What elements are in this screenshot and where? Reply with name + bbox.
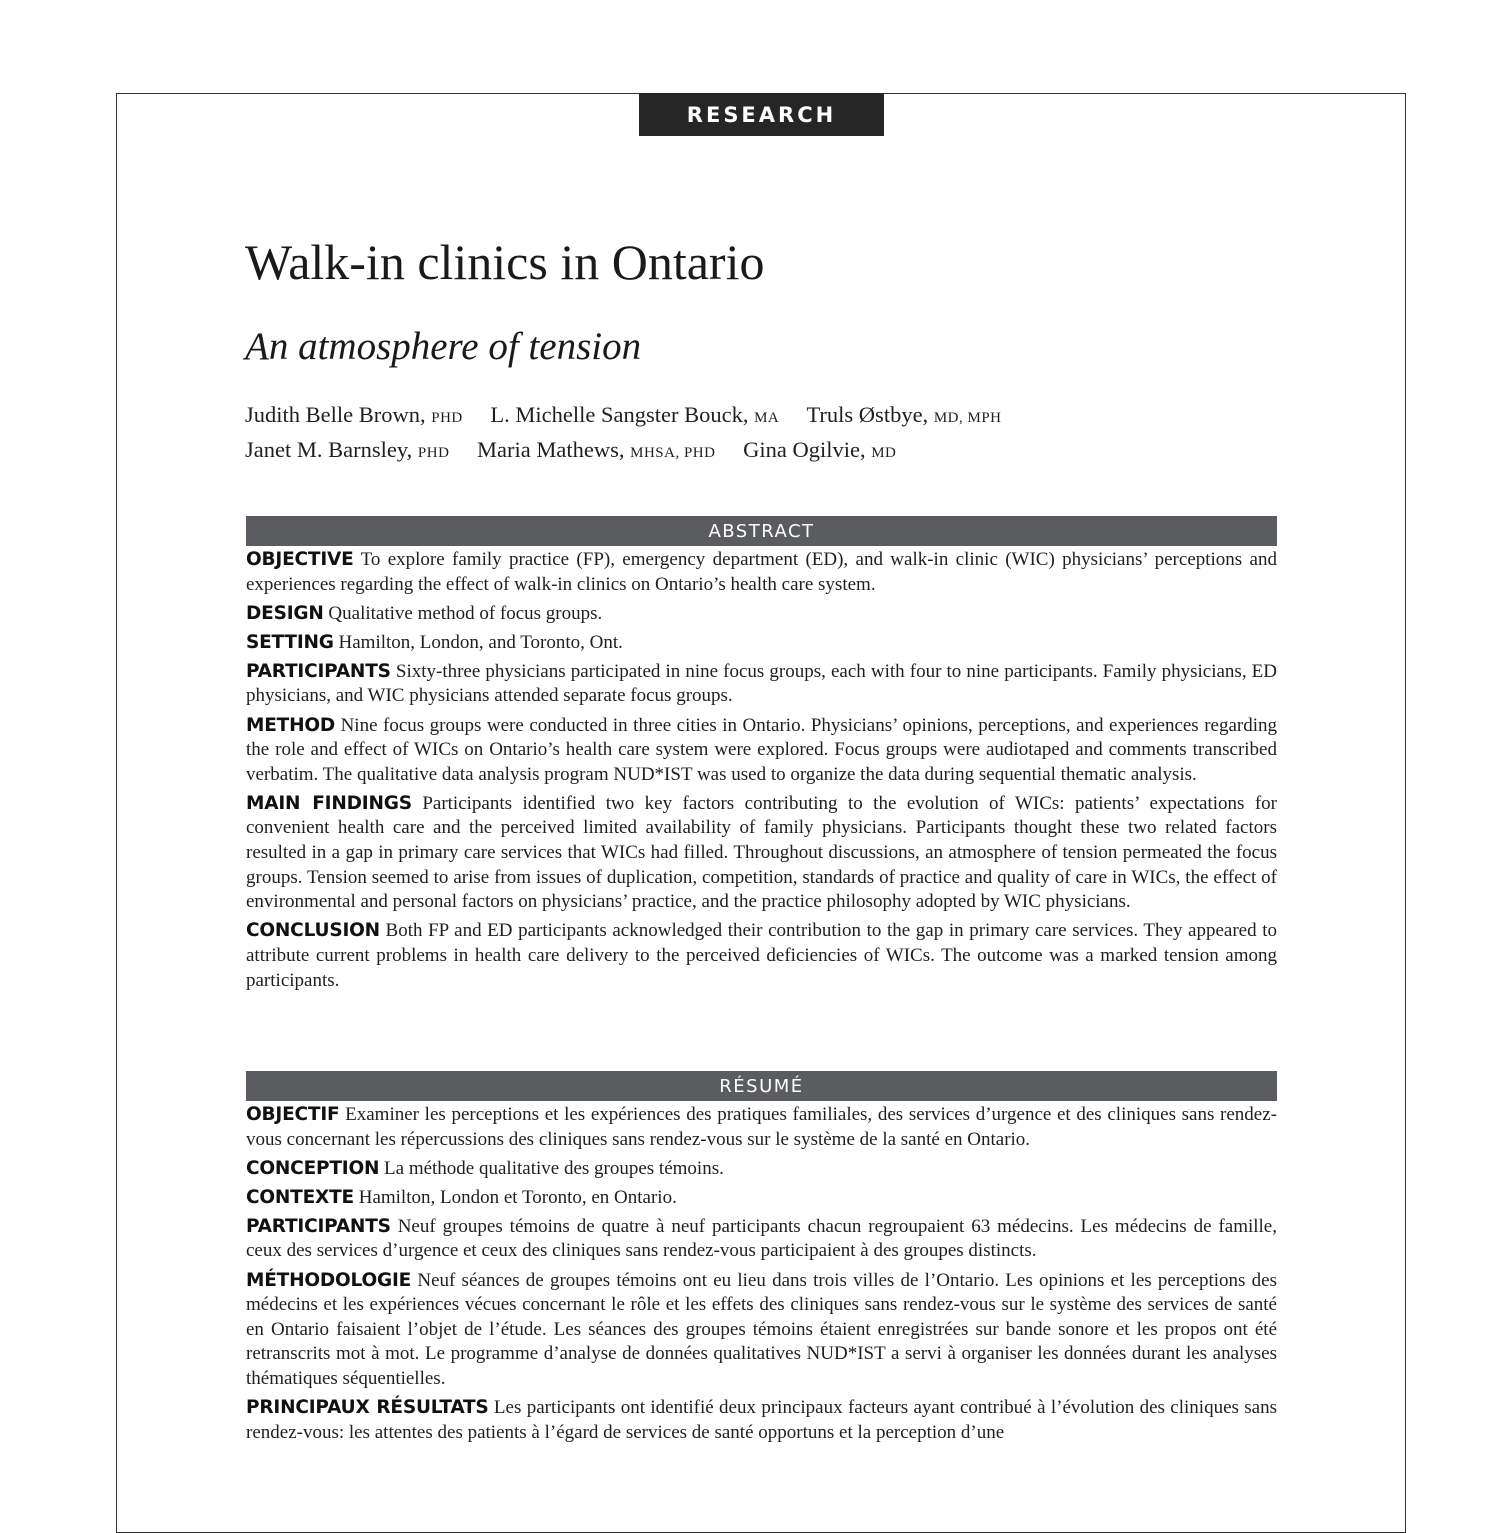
section-label: PARTICIPANTS [246, 1215, 391, 1237]
author [806, 402, 1001, 427]
resume-contexte [246, 1186, 1277, 1211]
abstract-main-findings [246, 792, 1277, 915]
resume-methodologie [246, 1269, 1277, 1392]
section-text: La méthode qualitative des groupes témoins. [384, 1157, 724, 1179]
section-label: METHOD [246, 714, 336, 736]
author [245, 402, 463, 427]
section-text: Neuf groupes témoins de quatre à neuf participants chacun regroupaient 63 médecins. Les médecins de famille, ceux des services d’urgence et ceux des cliniques sans rendez-vous participaient à des groupes distincts. [246, 1215, 1277, 1262]
author [490, 402, 779, 427]
author-name: Maria Mathews, [477, 437, 625, 462]
abstract-setting [246, 631, 1277, 656]
section-text: Both FP and ED participants acknowledged their contribution to the gap in primary care services. They appeared to attribute current problems in health care delivery to the perceived deficiencies of WICs. The outcome was a marked tension among participants. [246, 920, 1278, 991]
author-list [245, 399, 1285, 469]
author-degree: MHSA, PHD [630, 445, 716, 461]
author-degree: MD, MPH [933, 410, 1002, 426]
author-name: Janet M. Barnsley, [245, 437, 413, 462]
abstract-design [246, 602, 1277, 627]
author-name: Gina Ogilvie, [743, 437, 866, 462]
author-degree: PHD [431, 410, 463, 426]
section-text: Les participants ont identifié deux principaux facteurs ayant contribué à l’évolution des cliniques sans rendez-vous: les attentes des patients à l’égard de services de santé opportuns et la perception d’une [246, 1397, 1277, 1443]
article-subtitle: An atmosphere of tension [245, 325, 642, 368]
resume-section [246, 1071, 1277, 1500]
section-label: PRINCIPAUX RÉSULTATS [246, 1397, 489, 1419]
section-label: MAIN FINDINGS [246, 792, 412, 814]
abstract-participants [246, 660, 1277, 709]
section-text: Hamilton, London et Toronto, en Ontario. [358, 1186, 677, 1208]
author-name: Truls Østbye, [806, 402, 929, 427]
section-text: To explore family practice (FP), emergency department (ED), and walk-in clinic (WIC) physicians’ perceptions and experiences regarding the effect of walk-in clinics on Ontario’s health care system. [246, 549, 1277, 595]
resume-objectif [246, 1103, 1277, 1152]
section-banner: RESEARCH [639, 93, 884, 136]
section-text: Sixty-three physicians participated in nine focus groups, each with four to nine participants. Family physicians, ED physicians, and WIC physicians attended separate focus groups. [246, 660, 1278, 707]
author [477, 437, 715, 462]
author-degree: MA [754, 410, 780, 426]
author-row [245, 434, 1285, 469]
resume-participants [246, 1215, 1277, 1264]
article-title: Walk-in clinics in Ontario [245, 234, 765, 290]
section-label: OBJECTIVE [246, 549, 354, 570]
section-label: PARTICIPANTS [246, 660, 391, 682]
abstract-method [246, 714, 1277, 788]
resume-heading: RÉSUMÉ [246, 1071, 1277, 1101]
author-degree: PHD [417, 445, 450, 461]
abstract-section [246, 516, 1277, 998]
author [245, 437, 449, 462]
abstract-heading: ABSTRACT [246, 516, 1277, 546]
section-text: Participants identified two key factors contributing to the evolution of WICs: patients’ expectations for convenient health care and the perceived limited availability of family physicians. Participants thought these two related factors resulted in a gap in primary care services that WICs had filled. Throughout discussions, an atmosphere of tension permeated the focus groups. Tension seemed to arise from issues of duplication, competition, standards of practice and quality of care in WICs, the effect of environmental and personal factors on physicians’ practice, and the practice philosophy adopted by WIC physicians. [246, 792, 1278, 913]
abstract-conclusion [246, 919, 1277, 993]
section-text: Qualitative method of focus groups. [328, 602, 603, 624]
section-label: DESIGN [246, 602, 324, 624]
resume-conception [246, 1157, 1277, 1182]
author-name: Judith Belle Brown, [245, 402, 426, 427]
resume-principaux-resultats [246, 1396, 1277, 1445]
section-text: Hamilton, London, and Toronto, Ont. [338, 631, 623, 653]
section-label: SETTING [246, 631, 334, 653]
author [743, 437, 896, 462]
section-label: CONTEXTE [246, 1186, 354, 1208]
section-label: CONCLUSION [246, 920, 380, 942]
section-label: OBJECTIF [246, 1104, 340, 1125]
section-text: Examiner les perceptions et les expériences des pratiques familiales, des services d’urgence et des cliniques sans rendez-vous concernant les répercussions des cliniques sans rendez-vous sur le système de la santé en Ontario. [246, 1104, 1277, 1150]
author-degree: MD [871, 445, 897, 461]
author-name: L. Michelle Sangster Bouck, [490, 402, 749, 427]
section-label: MÉTHODOLOGIE [246, 1269, 412, 1291]
abstract-objective [246, 548, 1277, 597]
section-label: CONCEPTION [246, 1157, 380, 1179]
section-text: Nine focus groups were conducted in three cities in Ontario. Physicians’ opinions, perceptions, and experiences regarding the role and effect of WICs on Ontario’s health care system were explored. Focus groups were audiotaped and comments transcribed verbatim. The qualitative data analysis program NUD*IST was used to organize the data during sequential thematic analysis. [246, 714, 1278, 785]
author-row [245, 399, 1285, 434]
section-text: Neuf séances de groupes témoins ont eu lieu dans trois villes de l’Ontario. Les opinions et les perceptions des médecins et les expériences vécues concernant le rôle et les effets des cliniques sans rendez-vous sur le système des services de santé en Ontario faisaient l’objet de l’étude. Les séances des groupes témoins étaient enregistrées sur bande sonore et les propos ont été retranscrits mot à mot. Le programme d’analyse de données qualitatives NUD*IST a servi à organiser les données durant les analyses thématiques séquentielles. [246, 1269, 1277, 1389]
